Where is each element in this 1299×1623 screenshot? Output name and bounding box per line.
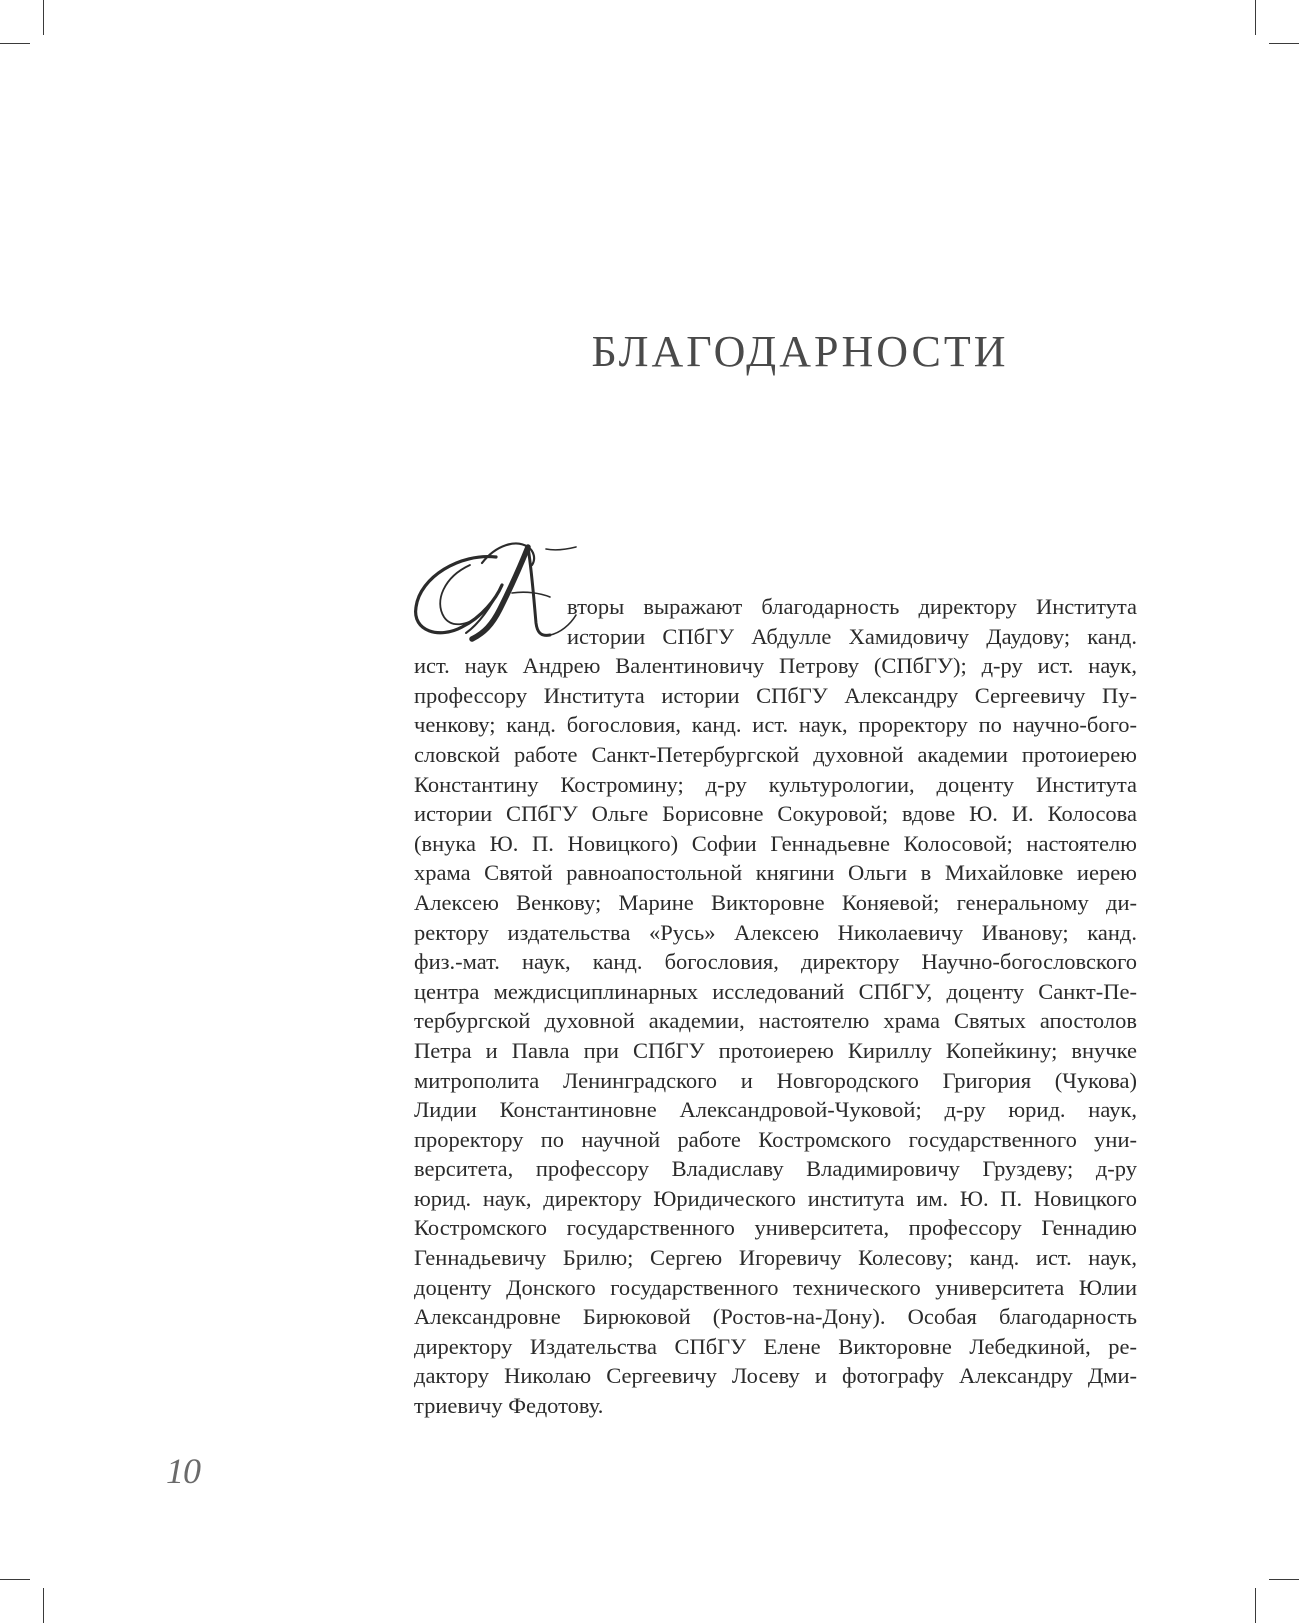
text-line: верситета, профессору Владиславу Владимировичу Груздеву; д-ру — [414, 1156, 1137, 1182]
text-line: проректору по научной работе Костромского государственного уни- — [414, 1126, 1137, 1152]
text-line: ченкову; канд. богословия, канд. ист. наук, проректору по научно-бого- — [414, 712, 1137, 738]
crop-mark-bottom-right-vertical — [1255, 1588, 1256, 1623]
crop-mark-top-left-horizontal — [0, 43, 30, 44]
text-line: центра междисциплинарных исследований СПбГУ, доценту Санкт-Пе- — [414, 978, 1137, 1004]
text-line: Геннадьевичу Брилю; Сергею Игоревичу Колесову; канд. ист. наук, — [414, 1245, 1137, 1271]
text-line: (внука Ю. П. Новицкого) Софии Геннадьевне Колосовой; настоятелю — [414, 830, 1137, 856]
page-title: БЛАГОДАРНОСТИ — [591, 327, 1009, 376]
crop-mark-top-left-vertical — [43, 0, 44, 35]
text-line: словской работе Санкт-Петербургской духовной академии протоиерею — [414, 741, 1137, 767]
text-line: Алексею Венкову; Марине Викторовне Коняевой; генеральному ди- — [414, 889, 1137, 915]
text-line: директору Издательства СПбГУ Елене Викторовне Лебедкиной, ре- — [414, 1333, 1137, 1359]
text-line: храма Святой равноапостольной княгини Ольги в Михайловке иерею — [414, 860, 1137, 886]
text-line: Петра и Павла при СПбГУ протоиерею Кириллу Копейкину; внучке — [414, 1037, 1137, 1063]
crop-mark-bottom-left-horizontal — [0, 1579, 30, 1580]
page-number: 10 — [166, 1451, 200, 1491]
text-line: триевичу Федотову. — [414, 1393, 604, 1419]
crop-mark-top-right-vertical — [1255, 0, 1256, 35]
crop-mark-bottom-left-vertical — [43, 1588, 44, 1623]
text-line: истории СПбГУ Абдулле Хамидовичу Даудову; канд. — [567, 623, 1137, 649]
text-line: профессору Института истории СПбГУ Александру Сергеевичу Пу- — [414, 682, 1137, 708]
text-line: ист. наук Андрею Валентиновичу Петрову (СПбГУ); д-ру ист. наук, — [414, 653, 1137, 679]
crop-mark-top-right-horizontal — [1269, 43, 1299, 44]
text-line: Костромского государственного университета, профессору Геннадию — [414, 1215, 1137, 1241]
text-line: тербургской духовной академии, настоятелю храма Святых апостолов — [414, 1008, 1137, 1034]
text-line: истории СПбГУ Ольге Борисовне Сокуровой; вдове Ю. И. Колосова — [414, 801, 1137, 827]
text-line: физ.-мат. наук, канд. богословия, директору Научно-богословского — [414, 949, 1137, 975]
text-line: Лидии Константиновне Александровой-Чуковой; д-ру юрид. наук, — [414, 1097, 1137, 1123]
text-line: Александровне Бирюковой (Ростов-на-Дону). Особая благодарность — [414, 1304, 1137, 1330]
text-line: ректору издательства «Русь» Алексею Николаевичу Иванову; канд. — [414, 919, 1137, 945]
text-line: митрополита Ленинградского и Новгородского Григория (Чукова) — [414, 1067, 1137, 1093]
text-line: доценту Донского государственного технического университета Юлии — [414, 1274, 1137, 1300]
acknowledgements-paragraph — [414, 592, 1137, 1421]
text-line: Константину Костромину; д-ру культурологии, доценту Института — [414, 771, 1137, 797]
text-line: юрид. наук, директору Юридического института им. Ю. П. Новицкого — [414, 1185, 1137, 1211]
text-line: дактору Николаю Сергеевичу Лосеву и фотографу Александру Дми- — [414, 1363, 1137, 1389]
crop-mark-bottom-right-horizontal — [1269, 1579, 1299, 1580]
text-line: вторы выражают благодарность директору Института — [567, 594, 1137, 619]
